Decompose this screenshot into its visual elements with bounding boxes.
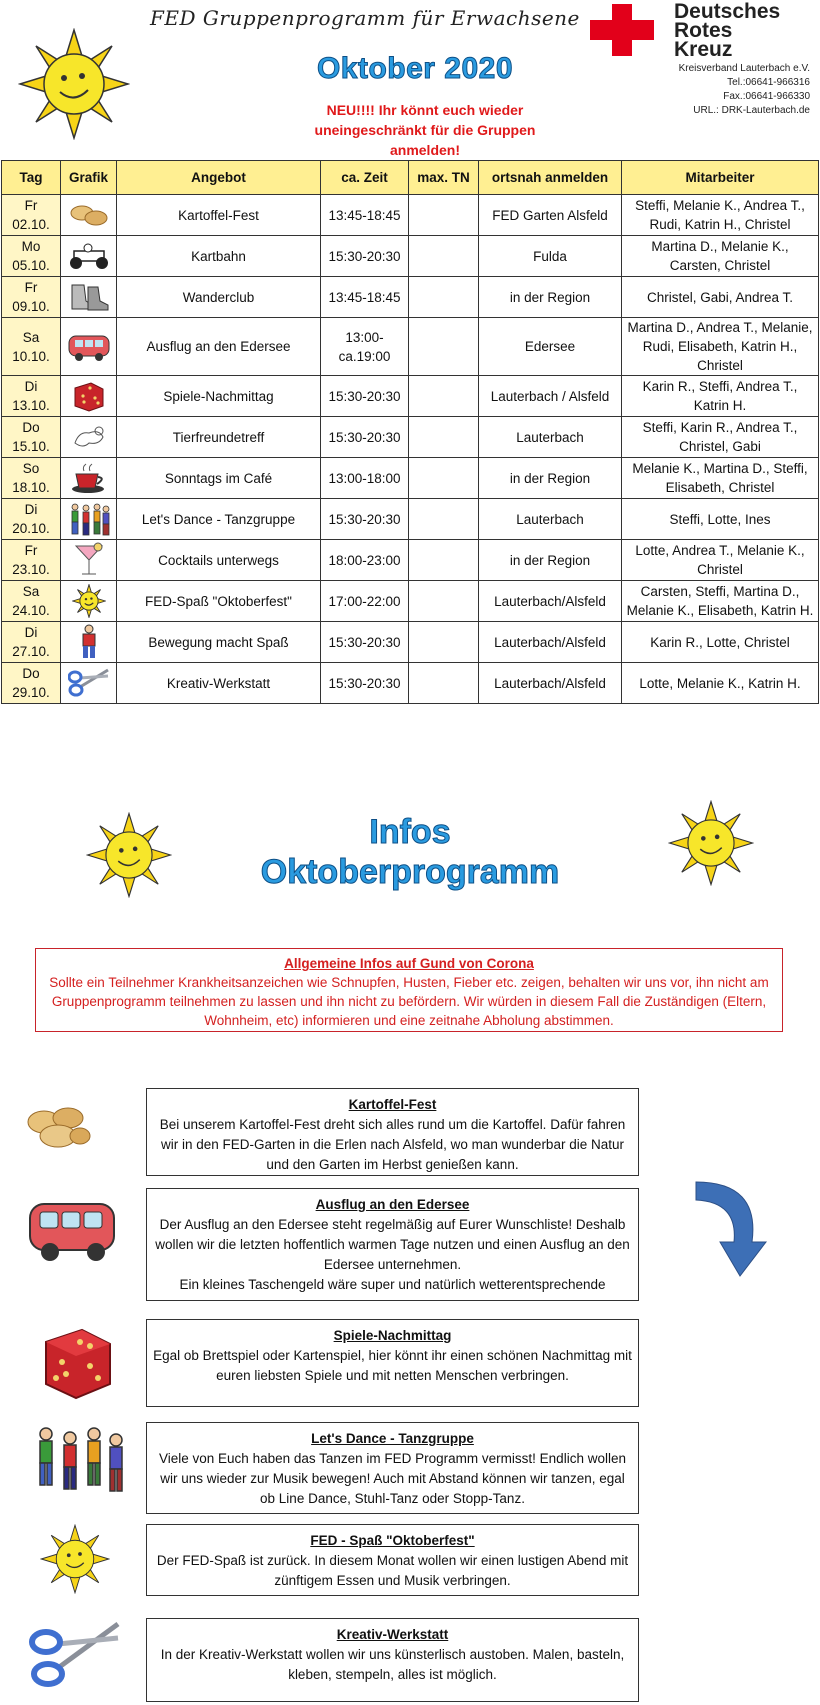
- angebot-cell: Kartbahn: [117, 236, 321, 277]
- ort-cell: FED Garten Alsfeld: [479, 195, 622, 236]
- ort-cell: Fulda: [479, 236, 622, 277]
- angebot-cell: Bewegung macht Spaß: [117, 622, 321, 663]
- exercise-person-icon: [61, 622, 117, 663]
- max-tn-cell: [409, 277, 479, 318]
- angebot-cell: Ausflug an den Edersee: [117, 318, 321, 376]
- info-box-spiele-nachmittag: Spiele-Nachmittag Egal ob Brettspiel oder Kartenspiel, hier könnt ihr einen schönen Nachmittag mit euren liebsten Spiele und mit netten Menschen verbringen.: [146, 1319, 639, 1407]
- angebot-cell: Cocktails unterwegs: [117, 540, 321, 581]
- sun-icon: [18, 28, 130, 140]
- table-row: [2, 540, 819, 581]
- angebot-cell: Kartoffel-Fest: [117, 195, 321, 236]
- max-tn-cell: [409, 622, 479, 663]
- max-tn-cell: [409, 458, 479, 499]
- max-tn-cell: [409, 376, 479, 417]
- mitarbeiter-cell: Steffi, Lotte, Ines: [622, 499, 819, 540]
- scissors-icon: [61, 663, 117, 704]
- mitarbeiter-cell: Melanie K., Martina D., Steffi, Elisabeth, Christel: [622, 458, 819, 499]
- bus-icon: [24, 1190, 120, 1270]
- sun-icon: [86, 812, 172, 898]
- day-cell: Fr 09.10.: [2, 277, 61, 318]
- zeit-cell: 13:00-18:00: [321, 458, 409, 499]
- max-tn-cell: [409, 540, 479, 581]
- day-cell: Do 15.10.: [2, 417, 61, 458]
- day-cell: Fr 02.10.: [2, 195, 61, 236]
- day-cell: Do 29.10.: [2, 663, 61, 704]
- dice-icon: [61, 376, 117, 417]
- bus-icon: [61, 318, 117, 376]
- mitarbeiter-cell: Karin R., Lotte, Christel: [622, 622, 819, 663]
- program-title: FED Gruppenprogramm für Erwachsene: [150, 6, 580, 30]
- max-tn-cell: [409, 581, 479, 622]
- go-kart-icon: [61, 236, 117, 277]
- scissors-icon: [28, 1618, 124, 1694]
- zeit-cell: 15:30-20:30: [321, 236, 409, 277]
- ort-cell: Lauterbach / Alsfeld: [479, 376, 622, 417]
- mitarbeiter-cell: Carsten, Steffi, Martina D., Melanie K., Elisabeth, Katrin H.: [622, 581, 819, 622]
- angebot-cell: FED-Spaß "Oktoberfest": [117, 581, 321, 622]
- mitarbeiter-cell: Karin R., Steffi, Andrea T., Katrin H.: [622, 376, 819, 417]
- day-cell: Fr 23.10.: [2, 540, 61, 581]
- animal-sketch-icon: [61, 417, 117, 458]
- dancers-icon: [61, 499, 117, 540]
- day-cell: Di 13.10.: [2, 376, 61, 417]
- zeit-cell: 13:00- ca.19:00: [321, 318, 409, 376]
- max-tn-cell: [409, 417, 479, 458]
- table-row: [2, 458, 819, 499]
- corona-info-text: Sollte ein Teilnehmer Krankheitsanzeichen wie Schnupfen, Husten, Fieber etc. zeigen, behalten wir uns vor, ihn nicht am Gruppenprogramm teilnehmen zu lassen und ihn nicht zu befördern. Wir würden in diesem Fall die Zuständigen (Eltern, Wohnheim, etc) informieren und eine zeitnahe Abholung abstimmen.: [49, 975, 769, 1028]
- table-row: [2, 236, 819, 277]
- info-box-edersee: Ausflug an den Edersee Der Ausflug an den Edersee steht regelmäßig auf Eurer Wunschliste! Deshalb wollen wir die letzten hoffentlich warmen Tage nutzen und einen Ausflug an den Edersee unternehmen. Ein kleines Taschengeld wäre super und natürlich wetterentsprechende: [146, 1188, 639, 1301]
- max-tn-cell: [409, 236, 479, 277]
- table-row: [2, 195, 819, 236]
- zeit-cell: 15:30-20:30: [321, 663, 409, 704]
- column-header-max-tn: max. TN: [409, 161, 479, 195]
- curved-arrow-icon: [690, 1172, 770, 1282]
- ort-cell: Lauterbach/Alsfeld: [479, 663, 622, 704]
- organization-address: Kreisverband Lauterbach e.V. Tel.:06641-966316 Fax.:06641-966330 URL.: DRK-Lauterbach.de: [678, 63, 810, 116]
- red-cross-logo: [590, 4, 654, 56]
- angebot-cell: Kreativ-Werkstatt: [117, 663, 321, 704]
- cocktail-icon: [61, 540, 117, 581]
- column-header-tag: Tag: [2, 161, 61, 195]
- infos-title: Infos Oktoberprogramm: [260, 813, 560, 891]
- ort-cell: Lauterbach/Alsfeld: [479, 581, 622, 622]
- month-title: Oktober 2020: [316, 52, 514, 85]
- table-row: [2, 417, 819, 458]
- info-box-fed-spass: FED - Spaß "Oktoberfest" Der FED-Spaß ist zurück. In diesem Monat wollen wir einen lustigen Abend mit zünftigem Essen und Musik verbringen.: [146, 1524, 639, 1596]
- ort-cell: Lauterbach: [479, 499, 622, 540]
- mitarbeiter-cell: Martina D., Andrea T., Melanie, Rudi, Elisabeth, Katrin H., Christel: [622, 318, 819, 376]
- angebot-cell: Wanderclub: [117, 277, 321, 318]
- zeit-cell: 15:30-20:30: [321, 499, 409, 540]
- table-row: [2, 318, 819, 376]
- mitarbeiter-cell: Christel, Gabi, Andrea T.: [622, 277, 819, 318]
- potato-icon: [61, 195, 117, 236]
- angebot-cell: Spiele-Nachmittag: [117, 376, 321, 417]
- max-tn-cell: [409, 195, 479, 236]
- organization-name: Deutsches Rotes Kreuz: [674, 0, 781, 61]
- notice-text: NEU!!!! Ihr könnt euch wieder uneingeschränkt für die Gruppen anmelden!: [314, 102, 536, 158]
- table-row: [2, 622, 819, 663]
- ort-cell: in der Region: [479, 540, 622, 581]
- ort-cell: Lauterbach: [479, 417, 622, 458]
- angebot-cell: Sonntags im Café: [117, 458, 321, 499]
- column-header-zeit: ca. Zeit: [321, 161, 409, 195]
- ort-cell: in der Region: [479, 458, 622, 499]
- zeit-cell: 15:30-20:30: [321, 622, 409, 663]
- ort-cell: in der Region: [479, 277, 622, 318]
- table-row: [2, 277, 819, 318]
- dancers-icon: [30, 1424, 126, 1502]
- column-header-mitarbeiter: Mitarbeiter: [622, 161, 819, 195]
- corona-info-box: [35, 948, 783, 1032]
- mitarbeiter-cell: Steffi, Melanie K., Andrea T., Rudi, Katrin H., Christel: [622, 195, 819, 236]
- ort-cell: Lauterbach/Alsfeld: [479, 622, 622, 663]
- day-cell: Sa 24.10.: [2, 581, 61, 622]
- table-row: [2, 581, 819, 622]
- mitarbeiter-cell: Steffi, Karin R., Andrea T., Christel, Gabi: [622, 417, 819, 458]
- angebot-cell: Tierfreundetreff: [117, 417, 321, 458]
- zeit-cell: 15:30-20:30: [321, 376, 409, 417]
- column-header-angebot: Angebot: [117, 161, 321, 195]
- max-tn-cell: [409, 499, 479, 540]
- zeit-cell: 18:00-23:00: [321, 540, 409, 581]
- table-row: [2, 663, 819, 704]
- sun-icon: [40, 1524, 110, 1594]
- max-tn-cell: [409, 318, 479, 376]
- zeit-cell: 13:45-18:45: [321, 195, 409, 236]
- mitarbeiter-cell: Martina D., Melanie K., Carsten, Christel: [622, 236, 819, 277]
- day-cell: Di 20.10.: [2, 499, 61, 540]
- zeit-cell: 17:00-22:00: [321, 581, 409, 622]
- zeit-cell: 13:45-18:45: [321, 277, 409, 318]
- mitarbeiter-cell: Lotte, Melanie K., Katrin H.: [622, 663, 819, 704]
- column-header-grafik: Grafik: [61, 161, 117, 195]
- info-box-kreativ-werkstatt: Kreativ-Werkstatt In der Kreativ-Werkstatt wollen wir uns künsterlisch austoben. Malen, basteln, kleben, stempeln, alles ist möglich.: [146, 1618, 639, 1702]
- dice-icon: [36, 1322, 118, 1404]
- column-header-ort: ortsnah anmelden: [479, 161, 622, 195]
- hiking-boots-icon: [61, 277, 117, 318]
- table-header-row: [2, 161, 819, 195]
- day-cell: Mo 05.10.: [2, 236, 61, 277]
- program-table: [1, 160, 819, 704]
- info-box-kartoffel-fest: Kartoffel-Fest Bei unserem Kartoffel-Fest dreht sich alles rund um die Kartoffel. Dafür fahren wir in den FED-Garten in die Erlen nach Alsfeld, wo man wunderbar die Natur und den Garten im Herbst genießen kann.: [146, 1088, 639, 1176]
- info-box-lets-dance: Let's Dance - Tanzgruppe Viele von Euch haben das Tanzen im FED Programm vermisst! Endlich wollen wir uns wieder zur Musik bewegen! Auch mit Abstand können wir tanzen, egal ob Line Dance, Stuhl-Tanz oder Stopp-Tanz.: [146, 1422, 639, 1514]
- max-tn-cell: [409, 663, 479, 704]
- corona-info-title: Allgemeine Infos auf Gund von Corona: [284, 956, 534, 971]
- coffee-cup-icon: [61, 458, 117, 499]
- zeit-cell: 15:30-20:30: [321, 417, 409, 458]
- mitarbeiter-cell: Lotte, Andrea T., Melanie K., Christel: [622, 540, 819, 581]
- table-row: [2, 376, 819, 417]
- table-row: [2, 499, 819, 540]
- sun-icon: [668, 800, 754, 886]
- day-cell: So 18.10.: [2, 458, 61, 499]
- sun-icon: [61, 581, 117, 622]
- day-cell: Sa 10.10.: [2, 318, 61, 376]
- potato-icon: [22, 1098, 92, 1158]
- angebot-cell: Let's Dance - Tanzgruppe: [117, 499, 321, 540]
- day-cell: Di 27.10.: [2, 622, 61, 663]
- ort-cell: Edersee: [479, 318, 622, 376]
